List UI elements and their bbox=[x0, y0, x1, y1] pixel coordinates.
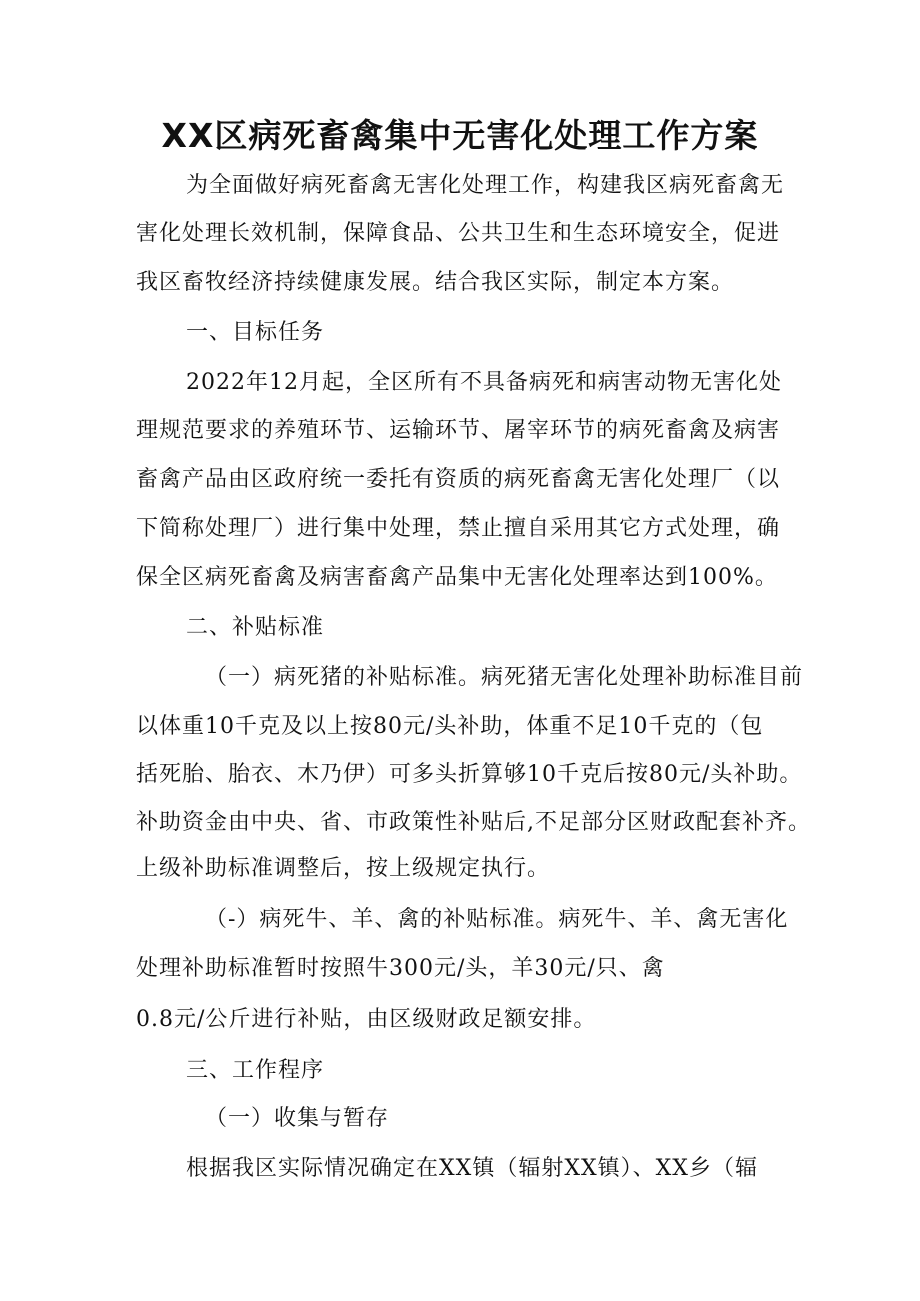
section2-heading: 二、补贴标准 bbox=[186, 615, 325, 640]
section2-item1-line-4: 补助资金由中央、省、市政策性补贴后,不足部分区财政配套补齐。 bbox=[136, 810, 811, 835]
section2-item1-line-3: 括死胎、胎衣、木乃伊）可多头折算够10千克后按80元/头补助。 bbox=[136, 762, 803, 787]
section2-item2-line-3: 0.8元/公斤进行补贴，由区级财政足额安排。 bbox=[136, 1007, 597, 1032]
section2-item1-line-2: 以体重10千克及以上按80元/头补助，体重不足10千克的（包 bbox=[136, 714, 764, 739]
section2-item2-line-1: （-）病死牛、羊、禽的补贴标准。病死牛、羊、禽无害化 bbox=[205, 907, 789, 932]
section3-line-1: 根据我区实际情况确定在XX镇（辐射XX镇）、XX乡（辐 bbox=[186, 1156, 758, 1181]
section1-line-4: 下简称处理厂）进行集中处理，禁止擅自采用其它方式处理，确 bbox=[136, 516, 781, 541]
intro-line-2: 害化处理长效机制，保障食品、公共卫生和生态环境安全，促进 bbox=[136, 221, 781, 246]
section2-item1-line-1: （一）病死猪的补贴标准。病死猪无害化处理补助标准目前 bbox=[205, 665, 804, 690]
section1-line-3: 畜禽产品由区政府统一委托有资质的病死畜禽无害化处理厂（以 bbox=[136, 467, 781, 492]
section1-line-5: 保全区病死畜禽及病害畜禽产品集中无害化处理率达到100%。 bbox=[136, 565, 778, 590]
section1-heading: 一、目标任务 bbox=[186, 320, 325, 345]
section1-line-2: 理规范要求的养殖环节、运输环节、屠宰环节的病死畜禽及病害 bbox=[136, 418, 781, 443]
intro-line-3: 我区畜牧经济持续健康发展。结合我区实际，制定本方案。 bbox=[136, 270, 735, 295]
intro-line-1: 为全面做好病死畜禽无害化处理工作，构建我区病死畜禽无 bbox=[186, 173, 785, 198]
section1-line-1: 2022年12月起，全区所有不具备病死和病害动物无害化处 bbox=[186, 370, 782, 395]
section3-sub1-heading: （一）收集与暂存 bbox=[205, 1106, 390, 1131]
section3-heading: 三、工作程序 bbox=[186, 1058, 325, 1083]
document-title: XX区病死畜禽集中无害化处理工作方案 bbox=[161, 116, 759, 155]
section2-item1-line-5: 上级补助标准调整后，按上级规定执行。 bbox=[136, 856, 551, 881]
section2-item2-line-2: 处理补助标准暂时按照牛300元/头，羊30元/只、禽 bbox=[136, 956, 665, 981]
